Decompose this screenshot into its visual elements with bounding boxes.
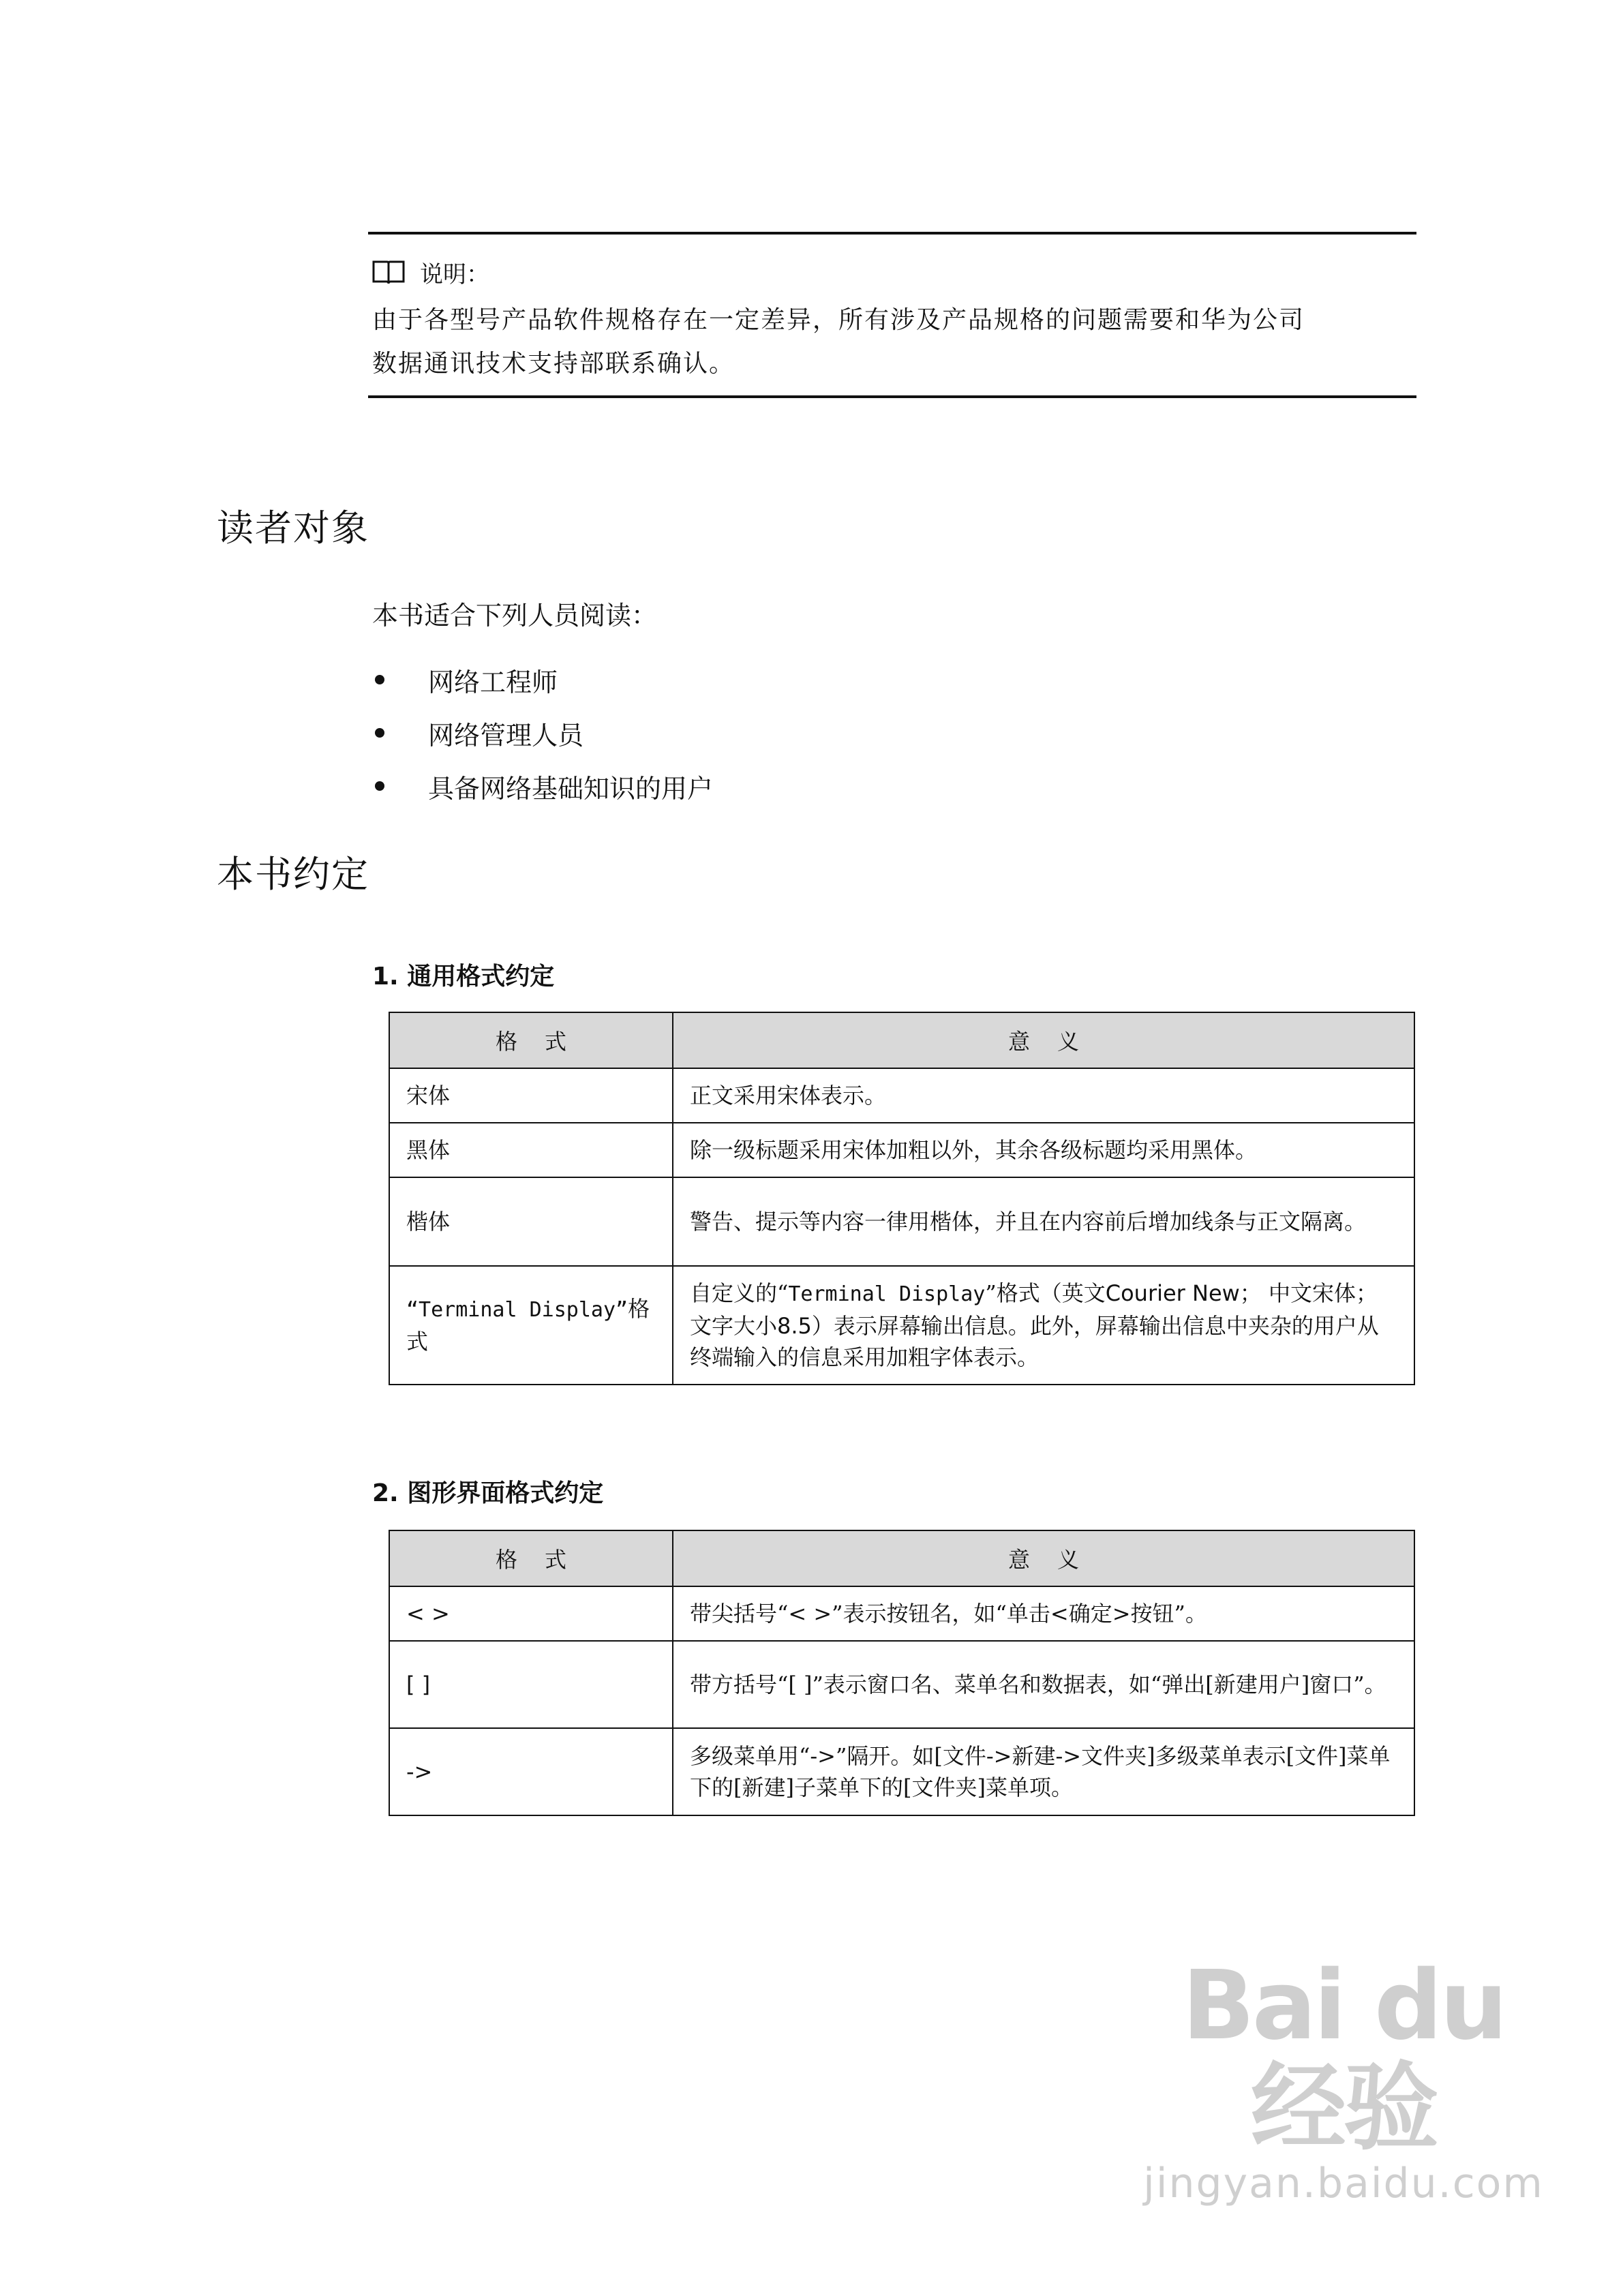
- bullet-icon: [375, 728, 384, 738]
- book-icon: [372, 259, 405, 285]
- conventions-heading: 本书约定: [217, 853, 369, 896]
- table-row: [389, 1177, 1414, 1266]
- column-header: 意义: [673, 1012, 1414, 1068]
- column-header: 格式: [389, 1530, 673, 1586]
- note-body: [372, 299, 1415, 386]
- list-item: 网络管理人员: [372, 706, 713, 759]
- note-header: [372, 255, 489, 289]
- baidu-jingyan-watermark: [1139, 1950, 1548, 2207]
- general-conventions-title: 1. 通用格式约定: [372, 963, 555, 991]
- note-title: 说明：: [420, 260, 489, 288]
- column-header: 格式: [389, 1012, 673, 1068]
- meaning-cell: 带尖括号“< >”表示按钮名，如“单击<确定>按钮”。: [673, 1586, 1414, 1641]
- format-cell: 楷体: [389, 1177, 673, 1266]
- gui-conventions-table: [389, 1530, 1415, 1816]
- bullet-icon: [375, 781, 384, 791]
- table-header-row: [389, 1012, 1414, 1068]
- format-cell: “Terminal Display”格式: [389, 1266, 673, 1385]
- format-cell: [ ]: [389, 1641, 673, 1728]
- format-cell: < >: [389, 1586, 673, 1641]
- table-header-row: [389, 1530, 1414, 1586]
- watermark-url: jingyan.baidu.com: [1143, 2160, 1544, 2207]
- meaning-cell: 多级菜单用“->”隔开。如[文件->新建->文件夹]多级菜单表示[文件]菜单下的[新建]子菜单下的[文件夹]菜单项。: [673, 1728, 1414, 1815]
- meaning-cell: 警告、提示等内容一律用楷体，并且在内容前后增加线条与正文隔离。: [673, 1177, 1414, 1266]
- gui-conventions-title: 2. 图形界面格式约定: [372, 1479, 604, 1507]
- meaning-cell: 除一级标题采用宋体加粗以外，其余各级标题均采用黑体。: [673, 1123, 1414, 1177]
- meaning-cell: 带方括号“[ ]”表示窗口名、菜单名和数据表，如“弹出[新建用户]窗口”。: [673, 1641, 1414, 1728]
- readers-intro: 本书适合下列人员阅读：: [372, 601, 658, 631]
- format-cell: 黑体: [389, 1123, 673, 1177]
- bullet-icon: [375, 675, 384, 684]
- meaning-cell: 正文采用宋体表示。: [673, 1068, 1414, 1123]
- list-item: 具备网络基础知识的用户: [372, 759, 713, 813]
- audience-list: [372, 653, 713, 813]
- table-row: [389, 1641, 1414, 1728]
- watermark-logo: Bai du 经验: [1182, 1950, 1505, 2164]
- table-row: [389, 1068, 1414, 1123]
- note-box: [368, 232, 1416, 398]
- meaning-cell: 自定义的“Terminal Display”格式（英文Courier New； 中文宋体； 文字大小8.5）表示屏幕输出信息。此外，屏幕输出信息中夹杂的用户从终端输入的信息采用加粗字体表示。: [673, 1266, 1414, 1385]
- table-row: [389, 1728, 1414, 1815]
- note-line: 由于各型号产品软件规格存在一定差异，所有涉及产品规格的问题需要和华为公司: [372, 306, 1305, 334]
- format-cell: 宋体: [389, 1068, 673, 1123]
- column-header: 意义: [673, 1530, 1414, 1586]
- list-item: 网络工程师: [372, 653, 713, 706]
- format-cell: ->: [389, 1728, 673, 1815]
- table-row: [389, 1266, 1414, 1385]
- readers-heading: 读者对象: [217, 507, 369, 549]
- table-row: [389, 1123, 1414, 1177]
- table-row: [389, 1586, 1414, 1641]
- general-conventions-table: [389, 1012, 1415, 1385]
- note-line: 数据通讯技术支持部联系确认。: [372, 350, 735, 378]
